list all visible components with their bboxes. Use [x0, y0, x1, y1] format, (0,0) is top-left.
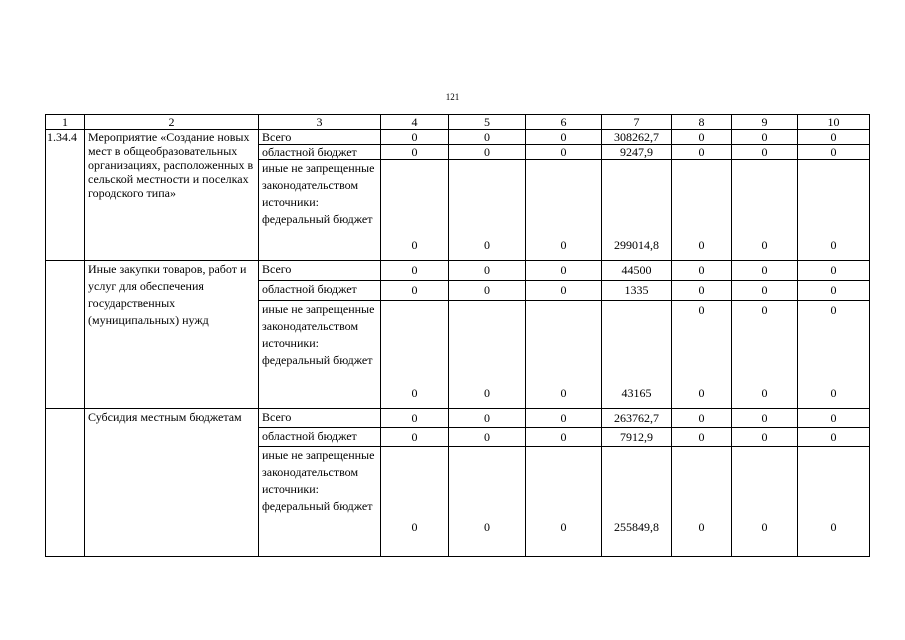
- extra-value: 0: [698, 303, 705, 317]
- value-cell: 0: [381, 447, 449, 557]
- header-cell: 3: [259, 115, 381, 130]
- value-cell: 0: [672, 130, 732, 145]
- value-cell: 0: [526, 409, 602, 428]
- value-cell: 44500: [602, 261, 672, 281]
- value-text: 0: [830, 386, 837, 400]
- funding-source: областной бюджет: [259, 428, 381, 447]
- value-cell: 0: [526, 447, 602, 557]
- value-cell: 0: [672, 145, 732, 160]
- value-cell: 0: [798, 409, 870, 428]
- value-cell: 0: [798, 281, 870, 301]
- item-name: Иные закупки товаров, работ и услуг для обеспечения государственных (муниципальных) нужд: [85, 261, 259, 409]
- value-cell: 0: [449, 281, 526, 301]
- value-cell: 0: [526, 130, 602, 145]
- value-cell: 0: [672, 447, 732, 557]
- funding-source: иные не запрещенные законодательством источники: федеральный бюджет: [259, 160, 381, 261]
- header-cell: 4: [381, 115, 449, 130]
- table-row: [46, 409, 870, 428]
- value-cell: 0: [381, 409, 449, 428]
- item-code: [46, 409, 85, 557]
- value-cell: 0: [732, 130, 798, 145]
- value-text: 0: [698, 386, 705, 400]
- table-row: [46, 261, 870, 281]
- item-name: Субсидия местным бюджетам: [85, 409, 259, 557]
- value-cell: 0: [449, 261, 526, 281]
- value-cell: 0: [672, 281, 732, 301]
- value-cell: 0: [672, 409, 732, 428]
- value-cell: 0: [798, 261, 870, 281]
- value-cell: 0: [449, 409, 526, 428]
- funding-source: Всего: [259, 261, 381, 281]
- funding-source: областной бюджет: [259, 145, 381, 160]
- funding-source: Всего: [259, 130, 381, 145]
- value-text: 0: [761, 386, 768, 400]
- item-name: Мероприятие «Создание новых мест в общеобразовательных организациях, расположенных в сельской местности и поселках городского типа»: [85, 130, 259, 261]
- value-cell: 0: [798, 447, 870, 557]
- header-cell: 2: [85, 115, 259, 130]
- header-cell: 10: [798, 115, 870, 130]
- funding-source: Всего: [259, 409, 381, 428]
- funding-source: иные не запрещенные законодательством источники: федеральный бюджет: [259, 301, 381, 409]
- value-cell: 0: [798, 145, 870, 160]
- value-cell: 0: [449, 447, 526, 557]
- value-cell: 0: [526, 261, 602, 281]
- value-cell: 0: [526, 145, 602, 160]
- value-cell: 0: [526, 160, 602, 261]
- extra-value: 0: [761, 303, 768, 317]
- header-cell: 6: [526, 115, 602, 130]
- value-cell: 9247,9: [602, 145, 672, 160]
- value-cell: 0: [732, 145, 798, 160]
- value-cell: 0: [672, 160, 732, 261]
- header-cell: 7: [602, 115, 672, 130]
- value-cell: 0: [381, 261, 449, 281]
- value-cell: 0: [526, 281, 602, 301]
- value-cell: [732, 301, 798, 409]
- value-cell: 0: [526, 428, 602, 447]
- value-cell: 0: [381, 428, 449, 447]
- value-cell: 0: [672, 261, 732, 281]
- funding-source: областной бюджет: [259, 281, 381, 301]
- value-cell: 0: [449, 130, 526, 145]
- value-cell: [798, 301, 870, 409]
- value-cell: 0: [381, 160, 449, 261]
- value-cell: 0: [732, 261, 798, 281]
- header-cell: 5: [449, 115, 526, 130]
- page-number: 121: [445, 92, 460, 102]
- value-cell: 7912,9: [602, 428, 672, 447]
- header-cell: 9: [732, 115, 798, 130]
- value-cell: 0: [798, 130, 870, 145]
- budget-table: [45, 114, 870, 557]
- value-cell: 0: [672, 428, 732, 447]
- value-cell: 255849,8: [602, 447, 672, 557]
- value-cell: 0: [526, 301, 602, 409]
- value-cell: 0: [732, 447, 798, 557]
- value-cell: 0: [449, 160, 526, 261]
- value-cell: 0: [381, 301, 449, 409]
- header-cell: 1: [46, 115, 85, 130]
- value-cell: 43165: [602, 301, 672, 409]
- table-row: [46, 130, 870, 145]
- value-cell: 0: [449, 145, 526, 160]
- value-cell: 0: [449, 301, 526, 409]
- value-cell: 1335: [602, 281, 672, 301]
- header-cell: 8: [672, 115, 732, 130]
- value-cell: 0: [798, 428, 870, 447]
- value-cell: [672, 301, 732, 409]
- value-cell: 0: [381, 145, 449, 160]
- value-cell: 0: [381, 130, 449, 145]
- value-cell: 0: [732, 409, 798, 428]
- item-code: 1.34.4: [46, 130, 85, 261]
- value-cell: 0: [449, 428, 526, 447]
- item-code: [46, 261, 85, 409]
- value-cell: 308262,7: [602, 130, 672, 145]
- value-cell: 0: [732, 160, 798, 261]
- value-cell: 0: [798, 160, 870, 261]
- value-cell: 0: [381, 281, 449, 301]
- header-row: [46, 115, 870, 130]
- value-cell: 299014,8: [602, 160, 672, 261]
- value-cell: 0: [732, 281, 798, 301]
- extra-value: 0: [830, 303, 837, 317]
- value-cell: 263762,7: [602, 409, 672, 428]
- funding-source: иные не запрещенные законодательством источники: федеральный бюджет: [259, 447, 381, 557]
- value-cell: 0: [732, 428, 798, 447]
